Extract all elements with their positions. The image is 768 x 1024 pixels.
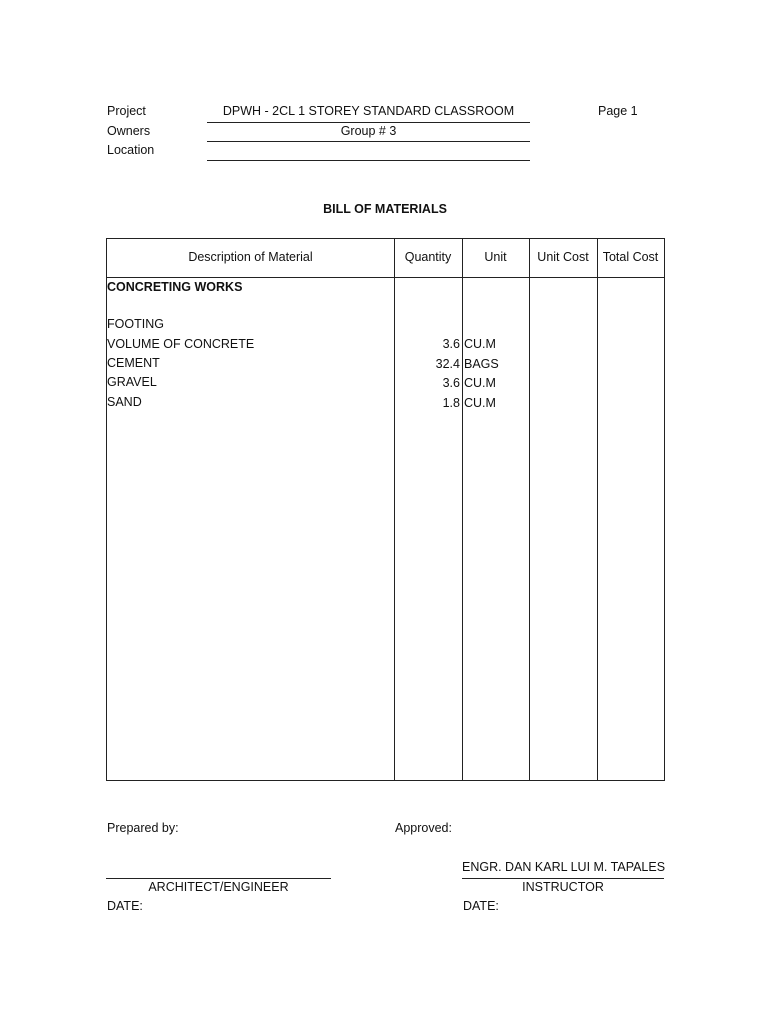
column-divider bbox=[529, 239, 530, 780]
left-signatory-title: ARCHITECT/ENGINEER bbox=[148, 880, 289, 894]
owners-label: Owners bbox=[107, 124, 151, 138]
row-quantity: 3.6 bbox=[442, 376, 460, 390]
column-header-unit: Unit bbox=[484, 250, 507, 264]
column-divider bbox=[462, 239, 463, 780]
left-signature-line bbox=[106, 878, 331, 879]
owners-value: Group # 3 bbox=[340, 124, 397, 138]
row-unit: CU.M bbox=[464, 396, 496, 410]
column-divider bbox=[597, 239, 598, 780]
column-header-unit-cost: Unit Cost bbox=[537, 250, 589, 264]
row-description: VOLUME OF CONCRETE bbox=[107, 337, 255, 351]
row-description: CEMENT bbox=[107, 356, 160, 370]
location-label: Location bbox=[107, 143, 155, 157]
prepared-by-label: Prepared by: bbox=[107, 821, 179, 835]
column-header-quantity: Quantity bbox=[404, 250, 452, 264]
owners-underline bbox=[207, 141, 530, 142]
right-signatory-title: INSTRUCTOR bbox=[522, 880, 604, 894]
column-header-total-cost: Total Cost bbox=[602, 250, 659, 264]
right-signature-line bbox=[462, 878, 664, 879]
bill-of-materials-table bbox=[106, 238, 665, 781]
approved-label: Approved: bbox=[395, 821, 452, 835]
row-quantity: 1.8 bbox=[442, 396, 460, 410]
column-divider bbox=[394, 239, 395, 780]
row-description: GRAVEL bbox=[107, 375, 157, 389]
page-title: BILL OF MATERIALS bbox=[323, 202, 447, 216]
row-quantity: 32.4 bbox=[435, 357, 460, 371]
page-number: Page 1 bbox=[598, 104, 638, 118]
column-header-description: Description of Material bbox=[188, 250, 313, 264]
section-heading: CONCRETING WORKS bbox=[107, 280, 243, 294]
location-underline bbox=[207, 160, 530, 161]
project-underline bbox=[207, 122, 530, 123]
row-unit: CU.M bbox=[464, 337, 496, 351]
subheading: FOOTING bbox=[107, 317, 164, 331]
left-date-label: DATE: bbox=[107, 899, 143, 913]
row-description: SAND bbox=[107, 395, 142, 409]
row-unit: CU.M bbox=[464, 376, 496, 390]
project-label: Project bbox=[107, 104, 146, 118]
right-date-label: DATE: bbox=[463, 899, 499, 913]
project-value: DPWH - 2CL 1 STOREY STANDARD CLASSROOM bbox=[222, 104, 515, 118]
row-unit: BAGS bbox=[464, 357, 499, 371]
right-signatory-name: ENGR. DAN KARL LUI M. TAPALES bbox=[462, 860, 666, 874]
row-quantity: 3.6 bbox=[442, 337, 460, 351]
